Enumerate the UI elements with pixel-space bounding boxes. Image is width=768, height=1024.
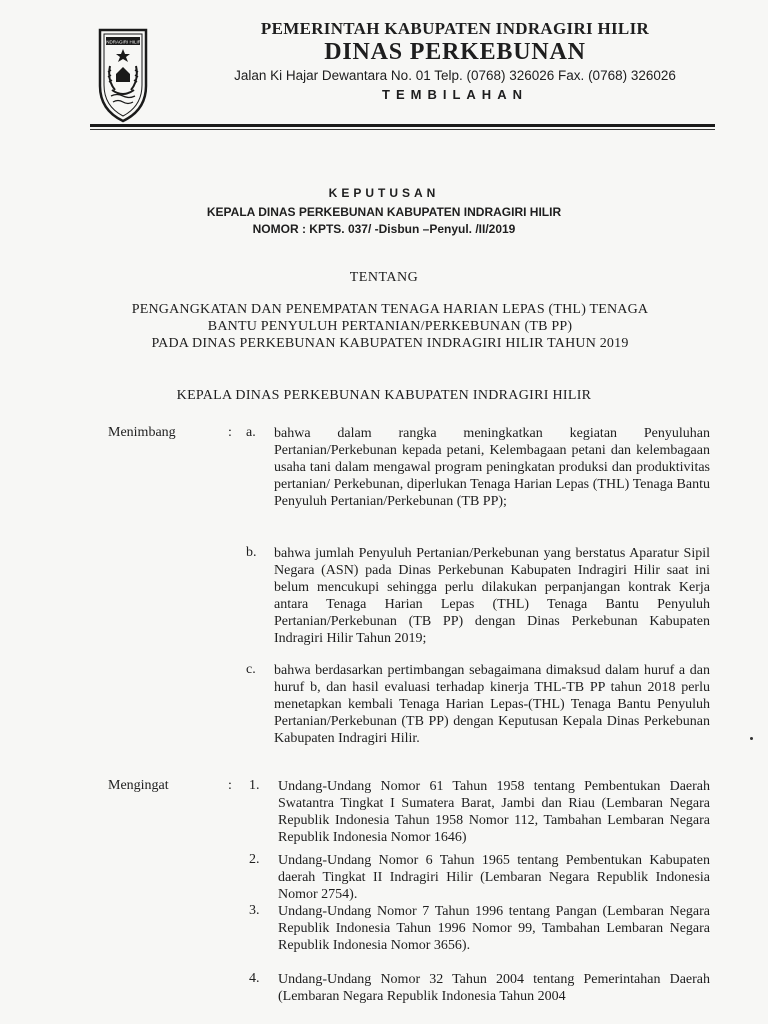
- letterhead-rule-thin: [90, 129, 715, 130]
- letterhead-rule-thick: [90, 124, 715, 127]
- mengingat-item-2: Undang-Undang Nomor 6 Tahun 1965 tentang Pembentukan Kabupaten daerah Tingkat II Indragiri Hilir (Lembaran Negara Republik Indonesia Nomor 2754).: [278, 853, 710, 902]
- letterhead-city: TEMBILAHAN: [382, 87, 528, 102]
- decree-issuer: KEPALA DINAS PERKEBUNAN KABUPATEN INDRAGIRI HILIR: [206, 205, 562, 219]
- menimbang-marker-c: c.: [246, 662, 256, 677]
- emblem-label: INDRAGIRI HILIR: [104, 39, 142, 45]
- menimbang-marker-b: b.: [246, 545, 257, 560]
- decree-tentang: TENTANG: [349, 270, 419, 285]
- mengingat-item-3: Undang-Undang Nomor 7 Tahun 1996 tentang Pangan (Lembaran Negara Republik Indonesia Tahun 1996 Nomor 99, Tambahan Lembaran Negara Republik Indonesia Nomor 3656).: [278, 904, 710, 953]
- scan-speck: [750, 737, 753, 740]
- mengingat-marker-2: 2.: [249, 852, 260, 867]
- subject-line: PADA DINAS PERKEBUNAN KABUPATEN INDRAGIRI HILIR TAHUN 2019: [151, 336, 629, 351]
- decree-number: NOMOR : KPTS. 037/ -Disbun –Penyul. /II/2019: [252, 222, 516, 236]
- decree-head-official: KEPALA DINAS PERKEBUNAN KABUPATEN INDRAGIRI HILIR: [176, 388, 592, 403]
- menimbang-colon: :: [228, 425, 232, 440]
- menimbang-label: Menimbang: [108, 425, 176, 440]
- mengingat-colon: :: [228, 778, 232, 793]
- letterhead-address: Jalan Ki Hajar Dewantara No. 01 Telp. (0768) 326026 Fax. (0768) 326026: [234, 68, 676, 83]
- menimbang-item-c: bahwa berdasarkan pertimbangan sebagaimana dimaksud dalam huruf a dan huruf b, dan hasil evaluasi terhadap kinerja THL-TB PP tahun 2018 perlu menetapkan kembali Tenaga Harian Lepas-(THL) Tenaga Bantu Penyuluh Pertanian/Perkebunan (TB PP) dengan Keputusan Kepala Dinas Perkebunan Kabupaten Indragiri Hilir.: [274, 663, 710, 746]
- decree-subject: [110, 301, 670, 352]
- mengingat-marker-1: 1.: [249, 778, 260, 793]
- regency-crest-icon: [97, 24, 149, 124]
- subject-line: BANTU PENYULUH PERTANIAN/PERKEBUNAN (TB PP): [207, 319, 573, 334]
- mengingat-item-1: Undang-Undang Nomor 61 Tahun 1958 tentang Pembentukan Daerah Swatantra Tingkat I Sumatera Barat, Jambi dan Riau (Lembaran Negara Republik Indonesia Tahun 1958 Nomor 112, Tambahan Lembaran Negara Republik Indonesia Nomor 1646): [278, 779, 710, 845]
- subject-line: PENGANGKATAN DAN PENEMPATAN TENAGA HARIAN LEPAS (THL) TENAGA: [131, 302, 649, 317]
- letterhead-agency: DINAS PERKEBUNAN: [324, 39, 586, 65]
- decree-heading: KEPUTUSAN: [328, 186, 440, 200]
- mengingat-item-4: Undang-Undang Nomor 32 Tahun 2004 tentang Pemerintahan Daerah (Lembaran Negara Republik Indonesia Tahun 2004: [278, 972, 710, 1004]
- menimbang-item-a: bahwa dalam rangka meningkatkan kegiatan Penyuluhan Pertanian/Perkebunan kepada petani, Kelembagaan petani dan kelembagaan usaha tani dalam mengawal program peningkatan produksi dan produktivitas pertanian/ Perkebunan, diperlukan Tenaga Harian Lepas (THL) Tenaga Bantu Penyuluh Pertanian/Perkebunan (TB PP);: [274, 426, 710, 509]
- mengingat-label: Mengingat: [108, 778, 169, 793]
- mengingat-marker-3: 3.: [249, 903, 260, 918]
- mengingat-marker-4: 4.: [249, 971, 260, 986]
- menimbang-marker-a: a.: [246, 425, 256, 440]
- menimbang-item-b: bahwa jumlah Penyuluh Pertanian/Perkebunan yang berstatus Aparatur Sipil Negara (ASN) pada Dinas Perkebunan Kabupaten Indragiri Hilir saat ini belum mencukupi sehingga perlu dilakukan perpanjangan kontrak Kerja antara Tenaga Harian Lepas (THL) Tenaga Bantu Penyuluh Pertanian/Perkebunan (TB PP) dengan Dinas Perkebunan Kabupaten Indragiri Hilir Tahun 2019;: [274, 546, 710, 646]
- letterhead-government: PEMERINTAH KABUPATEN INDRAGIRI HILIR: [260, 19, 650, 38]
